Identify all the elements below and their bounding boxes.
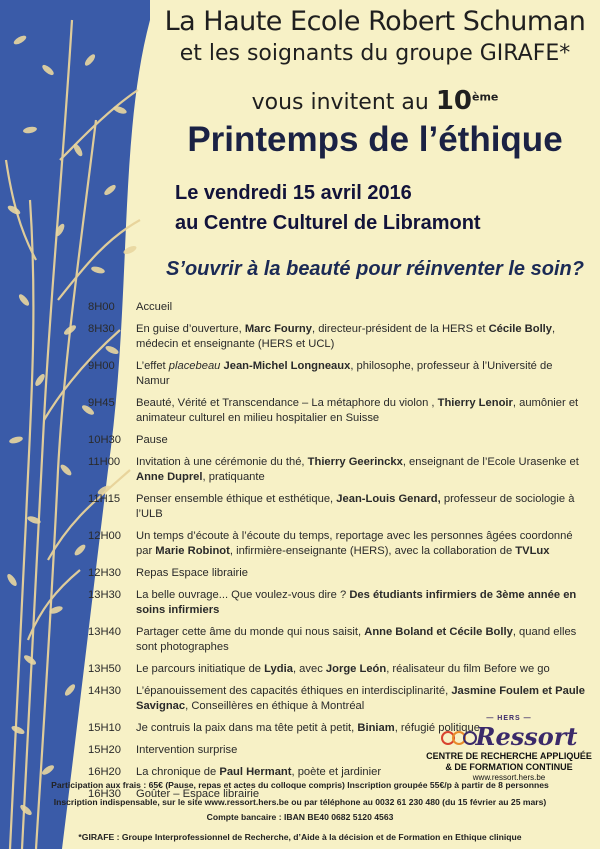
program-text: Le parcours initiatique de (136, 663, 265, 675)
speaker-name: Jasmine Foulem et Paule Savignac (136, 685, 585, 712)
program-item (88, 625, 588, 655)
program-text: Invitation à une cérémonie du thé, (136, 456, 308, 468)
event-date: Le vendredi 15 avril 2016 (175, 182, 412, 204)
program-text: , philosophe, professeur à l’Université de Namur (136, 360, 553, 387)
speaker-name: Marie Robinot (155, 545, 230, 557)
organizer-title: La Haute Ecole Robert Schuman (164, 6, 586, 37)
program-text: , Conseillères en éthique à Montréal (185, 700, 365, 712)
program-text: Repas Espace librairie (136, 567, 248, 579)
program-item (88, 684, 588, 714)
program-text: , avec (292, 663, 326, 675)
program-description (136, 529, 588, 559)
program-item (88, 492, 588, 522)
speaker-name: Jean-Louis Genard, (336, 493, 441, 505)
program-text: Pause (136, 434, 168, 446)
program-item (88, 529, 588, 559)
speaker-name: Cécile Bolly (488, 323, 553, 335)
program-time: 11H15 (88, 493, 121, 505)
program-text: Un temps d’écoute à l’écoute du temps, reportage avec les personnes âgées coordonné par (136, 530, 573, 557)
program-time: 13H40 (88, 626, 121, 638)
program-description (136, 300, 588, 315)
program-time: 13H30 (88, 589, 121, 601)
program-item (88, 455, 588, 485)
program-description (136, 455, 588, 485)
program-text: , pratiquante (202, 471, 265, 483)
program-text: En guise d’ouverture, (136, 323, 245, 335)
speaker-name: Thierry Geerinckx (307, 456, 403, 468)
logo-line1: CENTRE DE RECHERCHE APPLIQUÉE (426, 751, 592, 761)
program-text: L’épanouissement des capacités éthiques en interdisciplinarité, (136, 685, 452, 697)
event-title: Printemps de l’éthique (187, 120, 563, 159)
program-item (88, 396, 588, 426)
program-time: 14H30 (88, 685, 121, 697)
program-description (136, 433, 588, 448)
program-text: , médecin et enseignante (HERS et UCL) (136, 323, 556, 350)
program-item (88, 300, 588, 315)
program-text: Accueil (136, 301, 173, 313)
logo-brand: Ressort (475, 722, 578, 751)
program-description (136, 396, 588, 426)
logo-url[interactable]: www.ressort.hers.be (472, 773, 546, 782)
footer-girafe-note: *GIRAFE : Groupe Interprofessionnel de Recherche, d’Aide à la décision et de Formation en Ethique clinique (78, 832, 522, 842)
program-text: La chronique de (136, 766, 220, 778)
speaker-name: Jorge León (325, 663, 387, 675)
program-text: , enseignant de l’Ecole Urasenke et (402, 456, 579, 468)
program-description (136, 566, 588, 581)
footer-bank: Compte bancaire : IBAN BE40 0682 5120 4563 (206, 812, 394, 822)
program-text: Intervention surprise (136, 744, 238, 756)
program-text: , directeur-président de la HERS et (311, 323, 489, 335)
speaker-name: Biniam (357, 722, 395, 734)
program-time: 10H30 (88, 434, 121, 446)
event-place: au Centre Culturel de Libramont (175, 212, 481, 234)
program-item (88, 588, 588, 618)
program-item (88, 322, 588, 352)
program-text: La belle ouvrage... Que voulez-vous dire ? (136, 589, 350, 601)
program-description (136, 359, 588, 389)
program-text: professeur de sociologie à l’ULB (136, 493, 575, 520)
program-time: 16H30 (88, 788, 121, 800)
program-time: 12H00 (88, 530, 121, 542)
speaker-name: Jean-Michel Longneaux (223, 360, 351, 372)
speaker-name: Thierry Lenoir (437, 397, 513, 409)
program-time: 15H20 (88, 744, 121, 756)
program-text: Penser ensemble éthique et esthétique, (136, 493, 337, 505)
program-text: , aumônier et animateur culturel en milieu hospitalier en Suisse (136, 397, 579, 424)
program-time: 8H00 (88, 301, 115, 313)
program-text: L’effet (136, 360, 169, 372)
speaker-name: Des étudiants infirmiers de 3ème année en soins infirmiers (136, 589, 577, 616)
edition-suffix: ème (472, 90, 499, 104)
organizer-subtitle: et les soignants du groupe GIRAFE* (179, 41, 571, 66)
footer-registration: Inscription indispensable, sur le site www.ressort.hers.be ou par téléphone au 0032 61 230 480 (du 15 février au 25 mars) (53, 797, 547, 807)
circles-icon (441, 731, 474, 750)
program-text: , quand elles sont photographes (136, 626, 577, 653)
program-time: 13H50 (88, 663, 121, 675)
program-item (88, 433, 588, 448)
program-description (136, 492, 588, 522)
program-time: 11H00 (88, 456, 121, 468)
program-time: 16H20 (88, 766, 121, 778)
ressort-logo (418, 715, 600, 782)
program-text: Beauté, Vérité et Transcendance – La métaphore du violon , (136, 397, 438, 409)
program-time: 15H10 (88, 722, 121, 734)
speaker-name: Paul Hermant (219, 766, 292, 778)
program-text: placebeau (168, 360, 221, 372)
speaker-name: Anne Duprel (136, 471, 203, 483)
footer-fees: Participation aux frais : 65€ (Pause, repas et actes du colloque compris) Inscription groupée 55€/p à partir de 8 personnes (51, 780, 549, 790)
speaker-name: Marc Fourny (244, 323, 312, 335)
invitation-text: vous invitent au (251, 90, 436, 115)
program-text: , réfugié politique (394, 722, 480, 734)
program-time: 9H45 (88, 397, 115, 409)
program-description (136, 625, 588, 655)
program-text: , réalisateur du film Before we go (386, 663, 550, 675)
speaker-name: Anne Boland et Cécile Bolly (364, 626, 513, 638)
program-time: 12H30 (88, 567, 121, 579)
speaker-name: TVLux (515, 545, 550, 557)
event-theme: S’ouvrir à la beauté pour réinventer le soin? (166, 258, 584, 280)
program-time: 9H00 (88, 360, 115, 372)
program-description (136, 662, 588, 677)
program-description (136, 588, 588, 618)
program-text: , infirmière-enseignante (HERS), avec la collaboration de (229, 545, 516, 557)
program-item (88, 359, 588, 389)
speaker-name: Lydia (264, 663, 293, 675)
program-item (88, 566, 588, 581)
program-description (136, 322, 588, 352)
program-text: Partager cette âme du monde qui nous saisit, (136, 626, 365, 638)
program-time: 8H30 (88, 323, 115, 335)
program-text: , poète et jardinier (291, 766, 382, 778)
invitation-line (150, 86, 600, 116)
program-description (136, 684, 588, 714)
edition-number: 10 (435, 86, 472, 116)
logo-line2: & DE FORMATION CONTINUE (445, 762, 573, 772)
program-item (88, 662, 588, 677)
program-text: Goûter – Espace librairie (136, 788, 260, 800)
logo-hers: — HERS — (486, 715, 532, 722)
program-text: Je contruis la paix dans ma tête petit à petit, (136, 722, 358, 734)
